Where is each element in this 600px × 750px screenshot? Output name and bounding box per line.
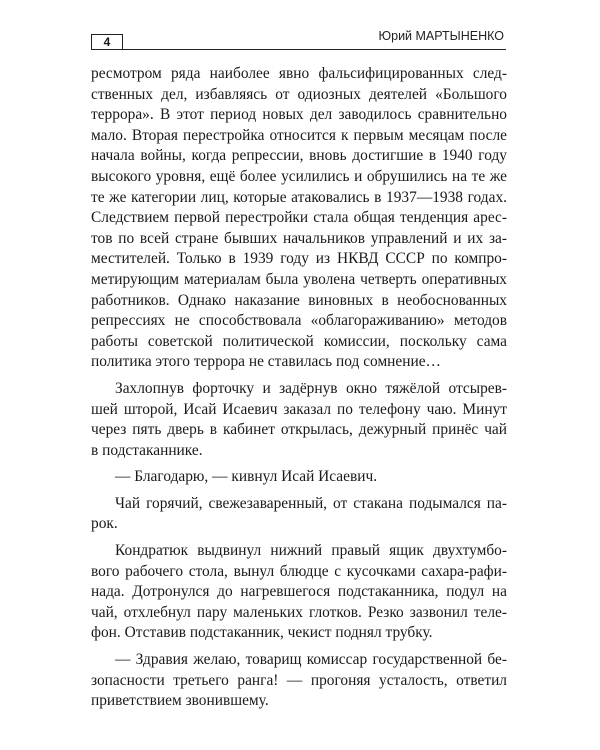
text-line: те же категории лиц, которые атаковались в 1937—1938 годах. bbox=[91, 188, 507, 206]
paragraph bbox=[91, 650, 507, 712]
text-line: через пять дверь в кабинет открылась, дежурный принёс чай bbox=[91, 421, 507, 439]
text-line: метирующим материалам была уволена четверть оперативных bbox=[91, 270, 507, 288]
text-line: репрессиях не способствовала «облагораживанию» методов bbox=[91, 312, 507, 330]
paragraph bbox=[91, 494, 507, 535]
text-line: зопасности третьего ранга! — прогоняя усталость, ответил bbox=[91, 671, 507, 689]
text-line: высокого уровня, ещё более усилились и обрушились на те же bbox=[91, 167, 507, 185]
text-line: Чай горячий, свежезаваренный, от стакана подымался па- bbox=[115, 494, 507, 512]
text-line: приветствием звонившему. bbox=[91, 692, 269, 710]
text-line: тов по всей стране бывших начальников управлений и их за- bbox=[91, 229, 507, 247]
header-divider bbox=[91, 49, 506, 50]
text-line: фон. Отставив подстаканник, чекист поднял трубку. bbox=[91, 624, 433, 642]
text-line: чай, отхлебнул пару маленьких глотков. Резко зазвонил теле- bbox=[91, 603, 507, 621]
text-line: — Здравия желаю, товарищ комиссар государственной бе- bbox=[115, 651, 507, 669]
text-line: политика этого террора не ставилась под сомнение… bbox=[91, 353, 441, 371]
text-line: террора». В этот период новых дел заводилось сравнительно bbox=[91, 106, 507, 124]
paragraph bbox=[91, 64, 507, 373]
paragraph bbox=[91, 541, 507, 644]
paragraph bbox=[91, 379, 507, 461]
page-number-text: 4 bbox=[103, 35, 111, 49]
text-line: — Благодарю, — кивнул Исай Исаевич. bbox=[115, 468, 378, 486]
text-line: Захлопнув форточку и задёрнув окно тяжёлой отсырев- bbox=[115, 379, 507, 397]
text-line: рок. bbox=[91, 515, 118, 533]
text-line: в подстаканнике. bbox=[91, 441, 203, 459]
text-line: работы советской политической комиссии, поскольку сама bbox=[91, 332, 507, 350]
page-number bbox=[91, 34, 123, 50]
text-line: начала войны, когда репрессии, вновь достигшие в 1940 году bbox=[91, 147, 507, 165]
paragraph bbox=[91, 467, 507, 488]
text-line: нада. Дотронулся до нагревшегося подстаканника, подул на bbox=[91, 583, 507, 601]
page-body bbox=[91, 64, 507, 712]
running-header-author: Юрий МАРТЫНЕНКО bbox=[378, 29, 504, 43]
text-line: мало. Вторая перестройка относится к первым месяцам после bbox=[91, 126, 507, 144]
text-line: Кондратюк выдвинул нижний правый ящик двухтумбо- bbox=[115, 542, 507, 560]
text-line: шей шторой, Исай Исаевич заказал по телефону чаю. Минут bbox=[91, 400, 507, 418]
text-line: ственных дел, избавляясь от одиозных деятелей «Большого bbox=[91, 85, 507, 103]
text-line: ресмотром ряда наиболее явно фальсифицированных след- bbox=[91, 65, 507, 82]
text-line: местителей. Только в 1939 году из НКВД СССР по компро- bbox=[91, 250, 507, 268]
text-line: работников. Однако наказание виновных в необоснованных bbox=[91, 291, 507, 309]
text-line: вого рабочего стола, вынул блюдце с кусочками сахара-рафи- bbox=[91, 562, 507, 580]
text-line: Следствием первой перестройки стала общая тенденция арес- bbox=[91, 209, 507, 227]
